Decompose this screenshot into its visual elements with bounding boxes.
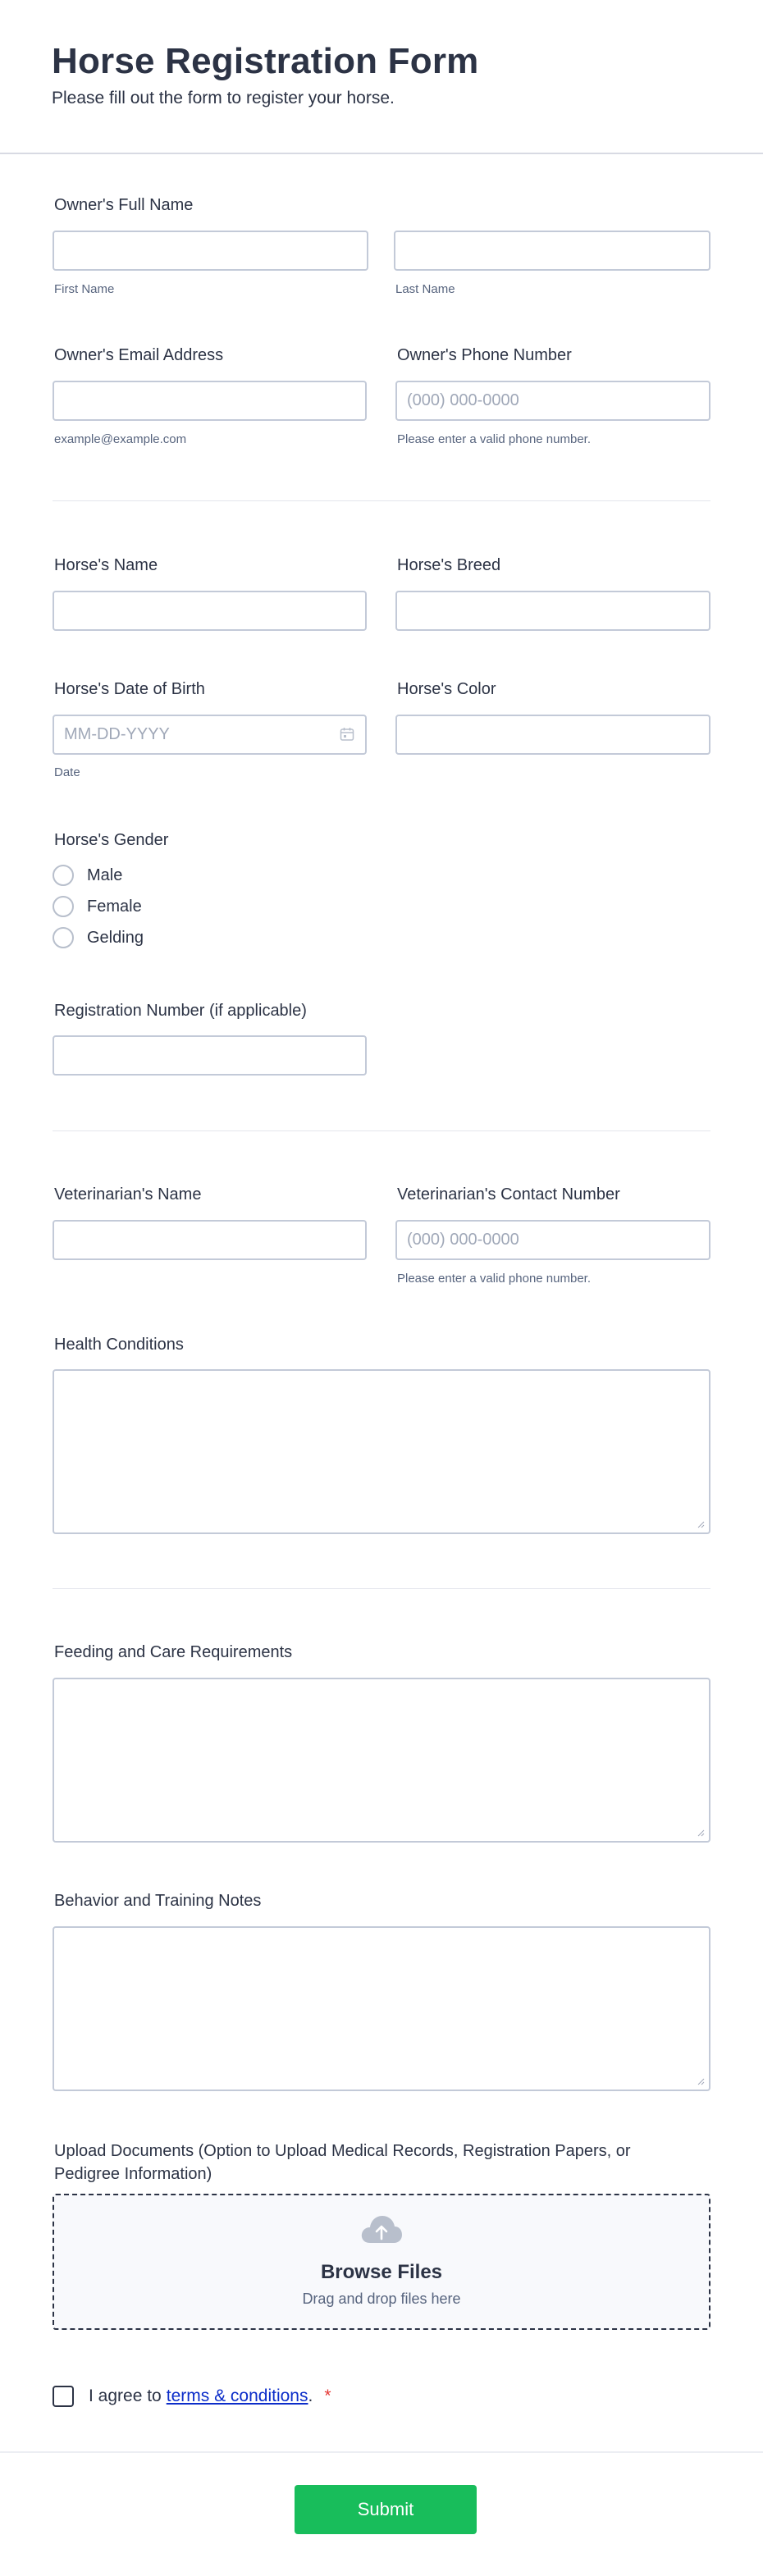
drag-drop-hint: Drag and drop files here (302, 2291, 461, 2307)
gender-option-label: Gelding (87, 928, 144, 947)
radio-button[interactable] (53, 896, 74, 917)
file-upload-dropzone[interactable] (53, 2194, 710, 2330)
browse-files-button[interactable]: Browse Files (320, 2261, 443, 2283)
resize-grip-icon[interactable] (697, 1829, 705, 1837)
required-asterisk: * (324, 2386, 331, 2405)
gender-option-label: Male (87, 866, 123, 884)
gender-option-gelding[interactable] (53, 925, 144, 950)
first-name-sublabel: First Name (54, 282, 115, 296)
last-name-sublabel: Last Name (395, 282, 455, 296)
vet-contact-label: Veterinarian's Contact Number (397, 1185, 620, 1204)
horse-breed-label: Horse's Breed (397, 556, 501, 574)
feeding-care-label: Feeding and Care Requirements (54, 1643, 293, 1661)
resize-grip-icon[interactable] (697, 1520, 705, 1528)
feeding-care-textarea[interactable] (53, 1678, 710, 1843)
gender-option-male[interactable] (53, 863, 122, 888)
health-conditions-label: Health Conditions (54, 1336, 184, 1354)
form-header (0, 0, 763, 154)
first-name-input[interactable] (53, 231, 368, 271)
form-subtitle: Please fill out the form to register your horse. (52, 89, 395, 107)
owner-phone-sublabel: Please enter a valid phone number. (397, 432, 591, 446)
health-conditions-textarea[interactable] (53, 1369, 710, 1534)
radio-button[interactable] (53, 865, 74, 886)
horse-color-label: Horse's Color (397, 680, 496, 698)
footer-divider (0, 2451, 763, 2453)
upload-documents-label-line2: Pedigree Information) (54, 2165, 212, 2183)
submit-button[interactable]: Submit (295, 2485, 477, 2534)
upload-documents-label-line1: Upload Documents (Option to Upload Medical Records, Registration Papers, or (54, 2142, 631, 2160)
horse-dob-label: Horse's Date of Birth (54, 680, 205, 698)
vet-name-label: Veterinarian's Name (54, 1185, 202, 1204)
calendar-icon[interactable] (340, 727, 354, 742)
horse-dob-input[interactable] (53, 715, 367, 755)
gender-option-female[interactable] (53, 894, 142, 919)
owner-email-input[interactable] (53, 381, 367, 421)
vet-name-input[interactable] (53, 1220, 367, 1260)
gender-option-label: Female (87, 897, 142, 916)
owner-phone-label: Owner's Phone Number (397, 346, 572, 364)
section-divider (53, 500, 710, 501)
vet-contact-input[interactable] (395, 1220, 710, 1260)
terms-suffix: . (308, 2386, 313, 2405)
horse-name-label: Horse's Name (54, 556, 158, 574)
terms-link[interactable]: terms & conditions (166, 2386, 308, 2405)
registration-number-input[interactable] (53, 1035, 367, 1076)
horse-breed-input[interactable] (395, 591, 710, 631)
terms-prefix: I agree to (89, 2386, 162, 2405)
cloud-upload-icon (360, 2213, 403, 2246)
vet-contact-sublabel: Please enter a valid phone number. (397, 1272, 591, 1286)
radio-button[interactable] (53, 927, 74, 948)
horse-name-input[interactable] (53, 591, 367, 631)
behavior-training-label: Behavior and Training Notes (54, 1892, 262, 1910)
terms-checkbox[interactable] (53, 2386, 74, 2407)
form-title: Horse Registration Form (52, 41, 479, 81)
owner-email-sublabel: example@example.com (54, 432, 187, 446)
horse-dob-sublabel: Date (54, 765, 80, 779)
horse-color-input[interactable] (395, 715, 710, 755)
owner-email-label: Owner's Email Address (54, 346, 224, 364)
registration-number-label: Registration Number (if applicable) (54, 1002, 307, 1020)
behavior-training-textarea[interactable] (53, 1926, 710, 2091)
owner-full-name-label: Owner's Full Name (54, 196, 194, 214)
terms-agreement (53, 2386, 331, 2407)
resize-grip-icon[interactable] (697, 2077, 705, 2085)
section-divider (53, 1588, 710, 1589)
owner-phone-input[interactable] (395, 381, 710, 421)
last-name-input[interactable] (394, 231, 710, 271)
horse-gender-label: Horse's Gender (54, 831, 169, 849)
section-divider (53, 1130, 710, 1131)
